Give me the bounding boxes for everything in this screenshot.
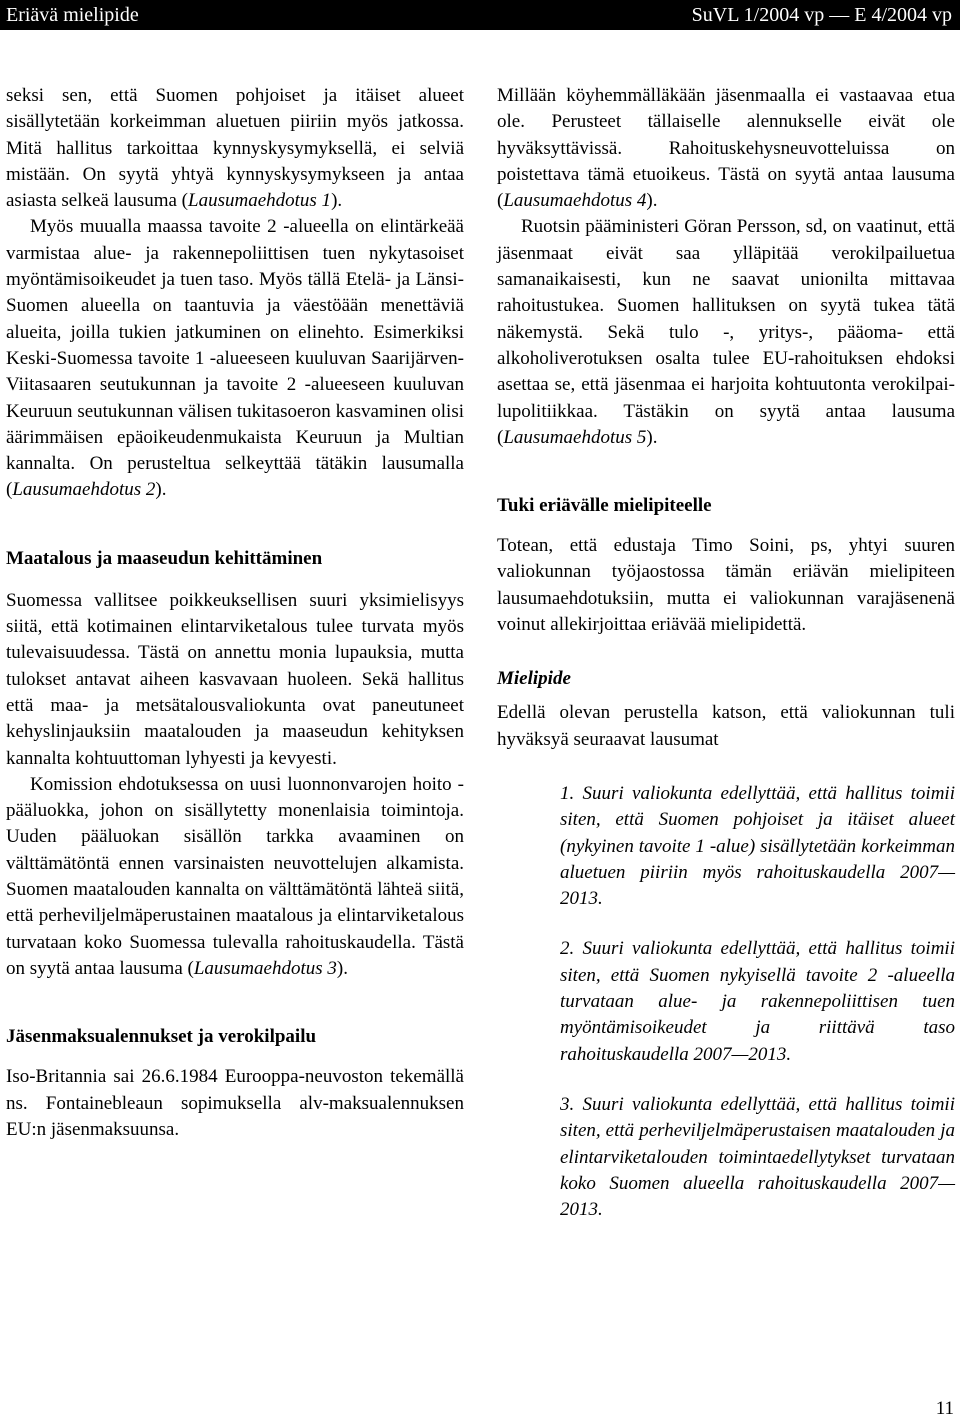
paragraph: Suomessa vallitsee poikkeuksellisen suuri yksimielisyys siitä, että kotimainen elintarviketalous tulee turvata myös tulevaisuudessa. Tästä on annettu monia lupauksia, mutta tulokset antavat aiheen kasvavaan huoleen. Sekä hallitus että maa- ja metsätalousvaliokunta ovat paneutuneet kehyslinjauksiin maatalouden ja maaseudun kehityksen kannalta kohtuuttoman lyhyesti ja kevyesti. (6, 589, 464, 769)
list-item: 3. Suuri valiokunta edellyttää, että hallitus toimii siten, että perheviljelmäperustaisen maatalouden ja elintarviketalouden toimintaedellytykset turvataan koko Suomen alueella rahoituskaudella 2007—2013. (560, 1093, 955, 1221)
section-heading-membership-fees: Jäsenmaksualennukset ja verokilpailu (6, 1026, 317, 1048)
paragraph: Millään köyhemmälläkään jäsenmaalla ei vastaavaa etua ole. Perusteet tällaiselle alennukselle eivät ole hyväksyttävissä. Rahoituskehysneuvotteluissa on poistettava tämä etuoikeus. Tästä on syytä antaa lausuma (Lausumaehdotus 4). (497, 85, 955, 212)
page-number: 11 (935, 1398, 954, 1419)
paragraph: Ruotsin pääministeri Göran Persson, sd, on vaatinut, että jäsenmaat eivät saa ylläpitää verokilpailuetua samanaikaisesti, kun ne saavat unionilta mittavaa rahoitustukea. Suomen hallituksen on syytä tukea tätä näkemystä. Sekä tulo -, yritys-, pääoma- että alkoholiverotuksen osalta tulee EU-rahoituksen ehdoksi asettaa se, että jäsenmaa ei harjoita kohtuutonta verokilpailupolitiikkaa. Tästäkin on syytä antaa lausuma (Lausumaehdotus 5). (497, 216, 955, 448)
statement-list (497, 781, 955, 1223)
proposal-reference: Lausumaehdotus 1 (188, 190, 332, 212)
proposal-reference: Lausumaehdotus 2 (12, 479, 156, 501)
running-header (0, 0, 960, 30)
proposal-reference: Lausumaehdotus 4 (503, 190, 647, 212)
paragraph: Myös muualla maassa tavoite 2 -alueella on elintärkeää varmistaa alue- ja rakennepoliittisen tuen nykytasoiset myöntämisoikeudet ja tuen taso. Myös tällä Etelä- ja Länsi-Suomen alueella on taantuvia ja väestöään menettäviä alueita, joilla tukien jatkuminen on elinehto. Esimerkiksi Keski-Suomessa tavoite 1 -alueeseen kuuluvan Saarijärven-Viitasaaren seutukunnan ja tavoite 2 -alueeseen kuuluvan Keuruun seutukunnan välisen tukitasoeron kasvaminen olisi äärimmäisen epäoikeudenmukaista Keuruun ja Multian kannalta. On perusteltua selkeyttää tätäkin lausumalla (Lausumaehdotus 2). (6, 216, 464, 501)
list-item: 1. Suuri valiokunta edellyttää, että hallitus toimii siten, että Suomen pohjoiset ja itäiset alueet (nykyinen tavoite 1 -alue) sisällytetään korkeimman aluetuen piiriin myös rahoituskaudella 2007—2013. (560, 782, 955, 910)
section-heading-opinion: Mielipide (497, 668, 571, 690)
header-document-id: SuVL 1/2004 vp — E 4/2004 vp (691, 4, 952, 26)
paragraph: seksi sen, että Suomen pohjoiset ja itäiset alueet sisällytetään korkeimman aluetuen piiriin myös jatkossa. Mitä hallitus tarkoittaa kynnyskysymyksellä, ei selviä mistään. On syytä yhtyä kynnyskysymykseen ja antaa asiasta selkeä lausuma (Lausumaehdotus 1). (6, 85, 464, 212)
paragraph: Iso-Britannia sai 26.6.1984 Eurooppa-neuvoston tekemällä ns. Fontainebleaun sopimuksella alv-maksualennuksen EU:n jäsenmaksuunsa. (6, 1066, 464, 1140)
paragraph: Edellä olevan perustella katson, että valiokunnan tuli hyväksyä seuraavat lausumat (497, 702, 955, 750)
section-heading-support: Tuki eriävälle mielipiteelle (497, 495, 712, 517)
paragraph: Komission ehdotuksessa on uusi luonnonvarojen hoito -pääluokka, johon on sisällytetty monenlaisia toimintoja. Uuden pääluokan sisällön tarkka avaaminen on välttämätöntä ennen varsinaisten neuvottelujen alkamista. Suomen maatalouden kannalta on välttämätöntä lähteä siitä, että perheviljelmäperustainen maatalous ja elintarviketalous turvataan koko Suomessa tulevalla rahoituskaudella. Tästä on syytä antaa lausuma (Lausumaehdotus 3). (6, 773, 464, 979)
header-section-title: Eriävä mielipide (6, 4, 139, 26)
paragraph: Totean, että edustaja Timo Soini, ps, yhtyi suuren valiokunnan työjaostossa tämän eriävän mielipiteen lausumaehdotuksiin, mutta ei valiokunnan varajäsenenä voinut allekirjoittaa eriävää mielipidettä. (497, 535, 955, 636)
left-column (6, 83, 464, 1143)
proposal-reference: Lausumaehdotus 5 (503, 426, 647, 448)
section-heading-agriculture: Maatalous ja maaseudun kehittäminen (6, 547, 323, 569)
list-item: 2. Suuri valiokunta edellyttää, että hallitus toimii siten, että Suomen nykyisellä tavoite 2 -alueella turvataan alue- ja rakennepoliittisen tuen myöntämisoikeudet ja riittävä taso rahoituskaudella 2007—2013. (560, 938, 955, 1065)
right-column (497, 83, 955, 1223)
proposal-reference: Lausumaehdotus 3 (193, 957, 337, 979)
